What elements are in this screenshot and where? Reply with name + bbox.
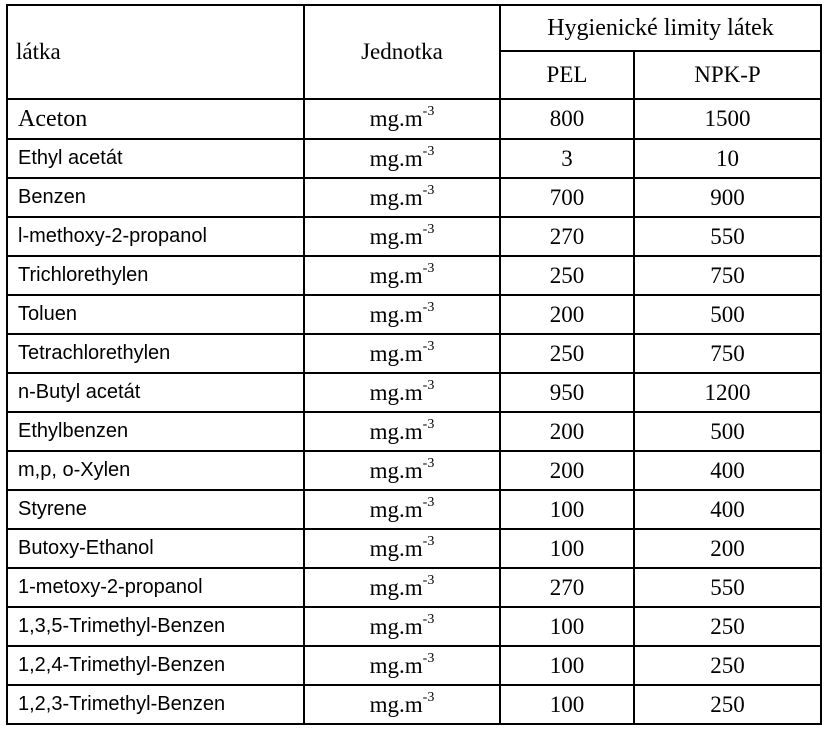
header-npk-p: NPK-P [634, 51, 821, 99]
substance-name: n-Butyl acetát [7, 373, 304, 412]
npk-p-value: 400 [634, 451, 821, 490]
header-hygienic-limits: Hygienické limity látek [500, 5, 821, 51]
pel-value: 100 [500, 646, 634, 685]
substance-name: Toluen [7, 295, 304, 334]
npk-p-value: 400 [634, 490, 821, 529]
table-row [7, 139, 821, 178]
unit-cell [304, 139, 500, 178]
unit-exponent: -3 [422, 650, 435, 666]
table-row [7, 646, 821, 685]
unit-base: mg.m [369, 652, 423, 678]
unit-base: mg.m [369, 418, 423, 444]
unit-exponent: -3 [422, 416, 435, 432]
pel-value: 100 [500, 529, 634, 568]
unit-base: mg.m [369, 457, 423, 483]
pel-value: 950 [500, 373, 634, 412]
table-row [7, 412, 821, 451]
substance-name: Benzen [7, 178, 304, 217]
table-row [7, 685, 821, 724]
unit-cell [304, 256, 500, 295]
substance-name: 1,2,3-Trimethyl-Benzen [7, 685, 304, 724]
npk-p-value: 1500 [634, 99, 821, 139]
unit-cell [304, 178, 500, 217]
table-row [7, 451, 821, 490]
substance-name: 1,3,5-Trimethyl-Benzen [7, 607, 304, 646]
unit-exponent: -3 [422, 377, 435, 393]
unit-cell [304, 373, 500, 412]
unit-cell [304, 646, 500, 685]
pel-value: 250 [500, 334, 634, 373]
npk-p-value: 550 [634, 568, 821, 607]
npk-p-value: 250 [634, 685, 821, 724]
table-row [7, 217, 821, 256]
substance-name: Tetrachlorethylen [7, 334, 304, 373]
unit-cell [304, 217, 500, 256]
unit-base: mg.m [369, 613, 423, 639]
unit-base: mg.m [369, 496, 423, 522]
pel-value: 200 [500, 451, 634, 490]
unit-exponent: -3 [422, 182, 435, 198]
substance-name: m,p, o-Xylen [7, 451, 304, 490]
unit-base: mg.m [369, 574, 423, 600]
npk-p-value: 500 [634, 412, 821, 451]
unit-exponent: -3 [422, 689, 435, 705]
unit-base: mg.m [369, 223, 423, 249]
header-pel: PEL [500, 51, 634, 99]
unit-base: mg.m [369, 106, 423, 131]
substance-name: Trichlorethylen [7, 256, 304, 295]
npk-p-value: 250 [634, 646, 821, 685]
header-substance: látka [7, 5, 304, 99]
unit-cell [304, 451, 500, 490]
substance-name: Styrene [7, 490, 304, 529]
pel-value: 100 [500, 607, 634, 646]
table-row [7, 178, 821, 217]
table-row [7, 490, 821, 529]
npk-p-value: 1200 [634, 373, 821, 412]
unit-exponent: -3 [422, 533, 435, 549]
hygienic-limits-table [6, 4, 822, 725]
unit-cell [304, 295, 500, 334]
unit-exponent: -3 [422, 221, 435, 237]
unit-cell [304, 490, 500, 529]
table-row [7, 99, 821, 139]
unit-exponent: -3 [422, 143, 435, 159]
header-unit: Jednotka [304, 5, 500, 99]
pel-value: 270 [500, 568, 634, 607]
unit-exponent: -3 [422, 494, 435, 510]
unit-exponent: -3 [422, 455, 435, 471]
pel-value: 270 [500, 217, 634, 256]
table-row [7, 568, 821, 607]
unit-cell [304, 685, 500, 724]
unit-base: mg.m [369, 340, 423, 366]
unit-cell [304, 99, 500, 139]
unit-exponent: -3 [422, 260, 435, 276]
unit-base: mg.m [369, 535, 423, 561]
unit-base: mg.m [369, 379, 423, 405]
npk-p-value: 550 [634, 217, 821, 256]
unit-base: mg.m [369, 691, 423, 717]
unit-cell [304, 412, 500, 451]
unit-cell [304, 568, 500, 607]
unit-base: mg.m [369, 145, 423, 171]
npk-p-value: 750 [634, 334, 821, 373]
npk-p-value: 750 [634, 256, 821, 295]
table-body [7, 99, 821, 724]
unit-base: mg.m [369, 184, 423, 210]
substance-name: l-methoxy-2-propanol [7, 217, 304, 256]
npk-p-value: 10 [634, 139, 821, 178]
header-row-1 [7, 5, 821, 51]
npk-p-value: 900 [634, 178, 821, 217]
unit-cell [304, 607, 500, 646]
unit-exponent: -3 [422, 611, 435, 627]
unit-exponent: -3 [422, 104, 435, 120]
unit-exponent: -3 [422, 338, 435, 354]
substance-name: Aceton [7, 99, 304, 139]
table-row [7, 334, 821, 373]
table-row [7, 373, 821, 412]
pel-value: 250 [500, 256, 634, 295]
pel-value: 700 [500, 178, 634, 217]
substance-name: Ethyl acetát [7, 139, 304, 178]
npk-p-value: 500 [634, 295, 821, 334]
pel-value: 200 [500, 295, 634, 334]
unit-cell [304, 334, 500, 373]
table-row [7, 256, 821, 295]
substance-name: 1,2,4-Trimethyl-Benzen [7, 646, 304, 685]
pel-value: 100 [500, 685, 634, 724]
table-row [7, 529, 821, 568]
pel-value: 800 [500, 99, 634, 139]
pel-value: 100 [500, 490, 634, 529]
unit-base: mg.m [369, 262, 423, 288]
unit-cell [304, 529, 500, 568]
unit-exponent: -3 [422, 572, 435, 588]
pel-value: 200 [500, 412, 634, 451]
table-row [7, 607, 821, 646]
npk-p-value: 200 [634, 529, 821, 568]
unit-base: mg.m [369, 301, 423, 327]
unit-exponent: -3 [422, 299, 435, 315]
substance-name: 1-metoxy-2-propanol [7, 568, 304, 607]
substance-name: Ethylbenzen [7, 412, 304, 451]
npk-p-value: 250 [634, 607, 821, 646]
substance-name: Butoxy-Ethanol [7, 529, 304, 568]
pel-value: 3 [500, 139, 634, 178]
table-row [7, 295, 821, 334]
